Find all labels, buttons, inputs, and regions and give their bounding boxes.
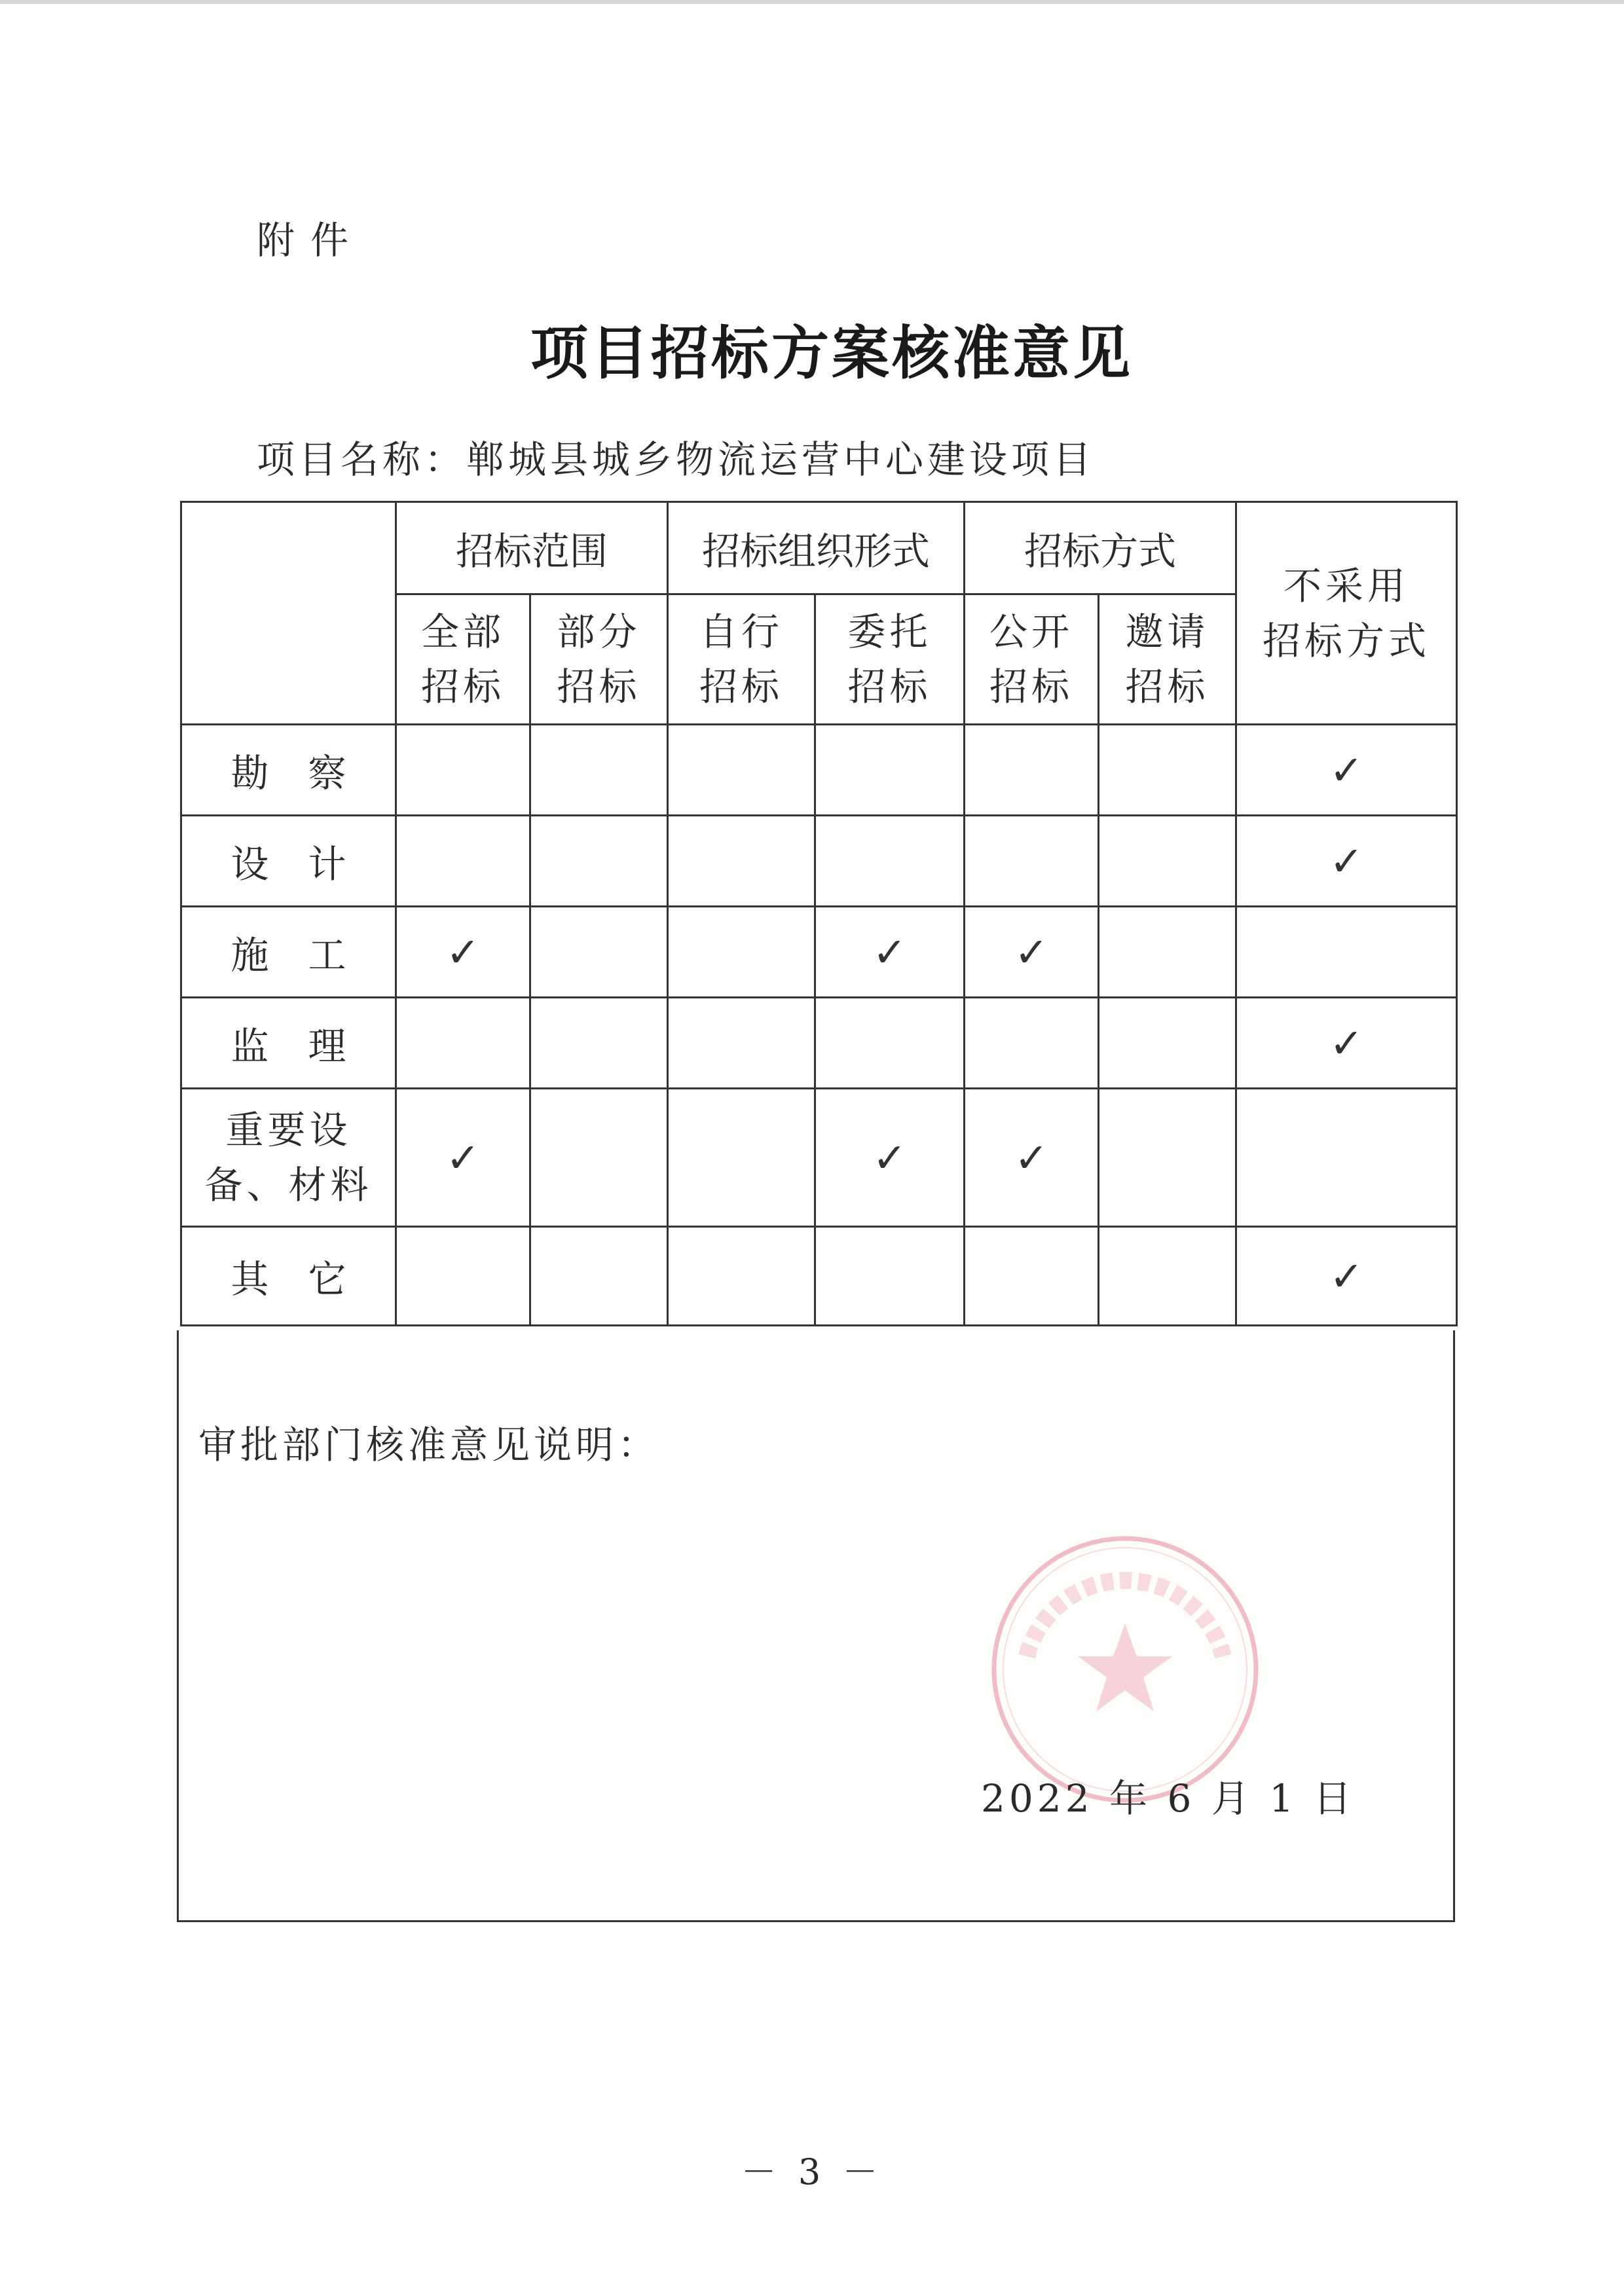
table-cell xyxy=(668,816,815,907)
document-title: 项目招标方案核准意见 xyxy=(530,319,1133,387)
check-mark-icon: ✓ xyxy=(1329,746,1364,794)
table-cell xyxy=(815,1089,965,1227)
check-mark-icon: ✓ xyxy=(1329,1019,1364,1067)
header-scope: 招标范围 xyxy=(396,502,668,594)
check-mark-icon: ✓ xyxy=(1014,1133,1048,1182)
table-cell xyxy=(815,907,965,998)
table-cell xyxy=(1099,907,1236,998)
header-no-tender-line2: 招标方式 xyxy=(1263,618,1431,663)
table-cell xyxy=(396,1227,530,1326)
table-row xyxy=(181,1089,1457,1227)
scan-edge xyxy=(0,0,1624,4)
table-cell xyxy=(668,1227,815,1326)
table-cell xyxy=(1236,725,1457,816)
table-row xyxy=(181,907,1457,998)
project-name-line: 项目名称：郸城县城乡物流运营中心建设项目 xyxy=(257,437,1096,482)
table-cell xyxy=(965,1227,1099,1326)
subheader-full: 全部 招标 xyxy=(396,594,530,725)
table-row xyxy=(181,816,1457,907)
table-cell xyxy=(1099,725,1236,816)
approval-note-label: 审批部门核准意见说明： xyxy=(198,1423,660,1467)
tender-plan-table xyxy=(180,501,1458,1326)
table-cell xyxy=(1236,1089,1457,1227)
table-body xyxy=(181,725,1457,1326)
table-cell xyxy=(1236,816,1457,907)
subheader-partial: 部分 招标 xyxy=(530,594,668,725)
table-cell xyxy=(668,1089,815,1227)
table-row xyxy=(181,1227,1457,1326)
table-cell xyxy=(668,907,815,998)
check-mark-icon: ✓ xyxy=(872,1133,907,1182)
check-mark-icon: ✓ xyxy=(1329,837,1364,885)
table-cell xyxy=(1099,998,1236,1089)
row-label: 监理 xyxy=(181,998,396,1089)
corner-cell xyxy=(181,502,396,725)
table-cell xyxy=(965,816,1099,907)
table-cell xyxy=(1099,1227,1236,1326)
table-cell xyxy=(965,998,1099,1089)
row-label: 设计 xyxy=(181,816,396,907)
table-cell xyxy=(965,907,1099,998)
page-number: － 3 － xyxy=(741,2151,883,2193)
table-cell xyxy=(530,725,668,816)
check-mark-icon: ✓ xyxy=(446,928,480,976)
header-no-tender xyxy=(1236,502,1457,725)
row-label: 重要设 备、材料 xyxy=(181,1089,396,1227)
table-cell xyxy=(815,1227,965,1326)
table-cell xyxy=(965,725,1099,816)
table-cell xyxy=(1236,1227,1457,1326)
table-row xyxy=(181,725,1457,816)
table-cell xyxy=(1236,998,1457,1089)
check-mark-icon: ✓ xyxy=(872,928,907,976)
table-cell xyxy=(396,816,530,907)
check-mark-icon: ✓ xyxy=(1014,928,1048,976)
table-cell xyxy=(815,816,965,907)
table-cell xyxy=(396,725,530,816)
approval-note-box xyxy=(177,1330,1455,1922)
table-cell xyxy=(396,1089,530,1227)
check-mark-icon: ✓ xyxy=(1329,1252,1364,1300)
subheader-self: 自行 招标 xyxy=(668,594,815,725)
table-cell xyxy=(396,907,530,998)
attachment-label: 附件 xyxy=(257,218,365,263)
row-label: 施工 xyxy=(181,907,396,998)
table-cell xyxy=(396,998,530,1089)
row-label: 勘察 xyxy=(181,725,396,816)
table-cell xyxy=(1236,907,1457,998)
subheader-entrusted: 委托 招标 xyxy=(815,594,965,725)
table-cell xyxy=(668,725,815,816)
check-mark-icon: ✓ xyxy=(446,1133,480,1182)
table-cell xyxy=(815,725,965,816)
header-method: 招标方式 xyxy=(965,502,1236,594)
table-cell xyxy=(1099,816,1236,907)
subheader-open: 公开 招标 xyxy=(965,594,1099,725)
row-label: 其它 xyxy=(181,1227,396,1326)
table-cell xyxy=(815,998,965,1089)
table-cell xyxy=(1099,1089,1236,1227)
table-cell xyxy=(530,998,668,1089)
table-cell xyxy=(530,1227,668,1326)
table-cell xyxy=(530,1089,668,1227)
subheader-invited: 邀请 招标 xyxy=(1099,594,1236,725)
table-row xyxy=(181,998,1457,1089)
header-no-tender-line1: 不采用 xyxy=(1283,563,1410,608)
table-cell xyxy=(530,816,668,907)
approval-date: 2022 年 6 月 1 日 xyxy=(981,1776,1356,1821)
table-cell xyxy=(965,1089,1099,1227)
header-organization: 招标组织形式 xyxy=(668,502,965,594)
table-cell xyxy=(530,907,668,998)
table-cell xyxy=(668,998,815,1089)
